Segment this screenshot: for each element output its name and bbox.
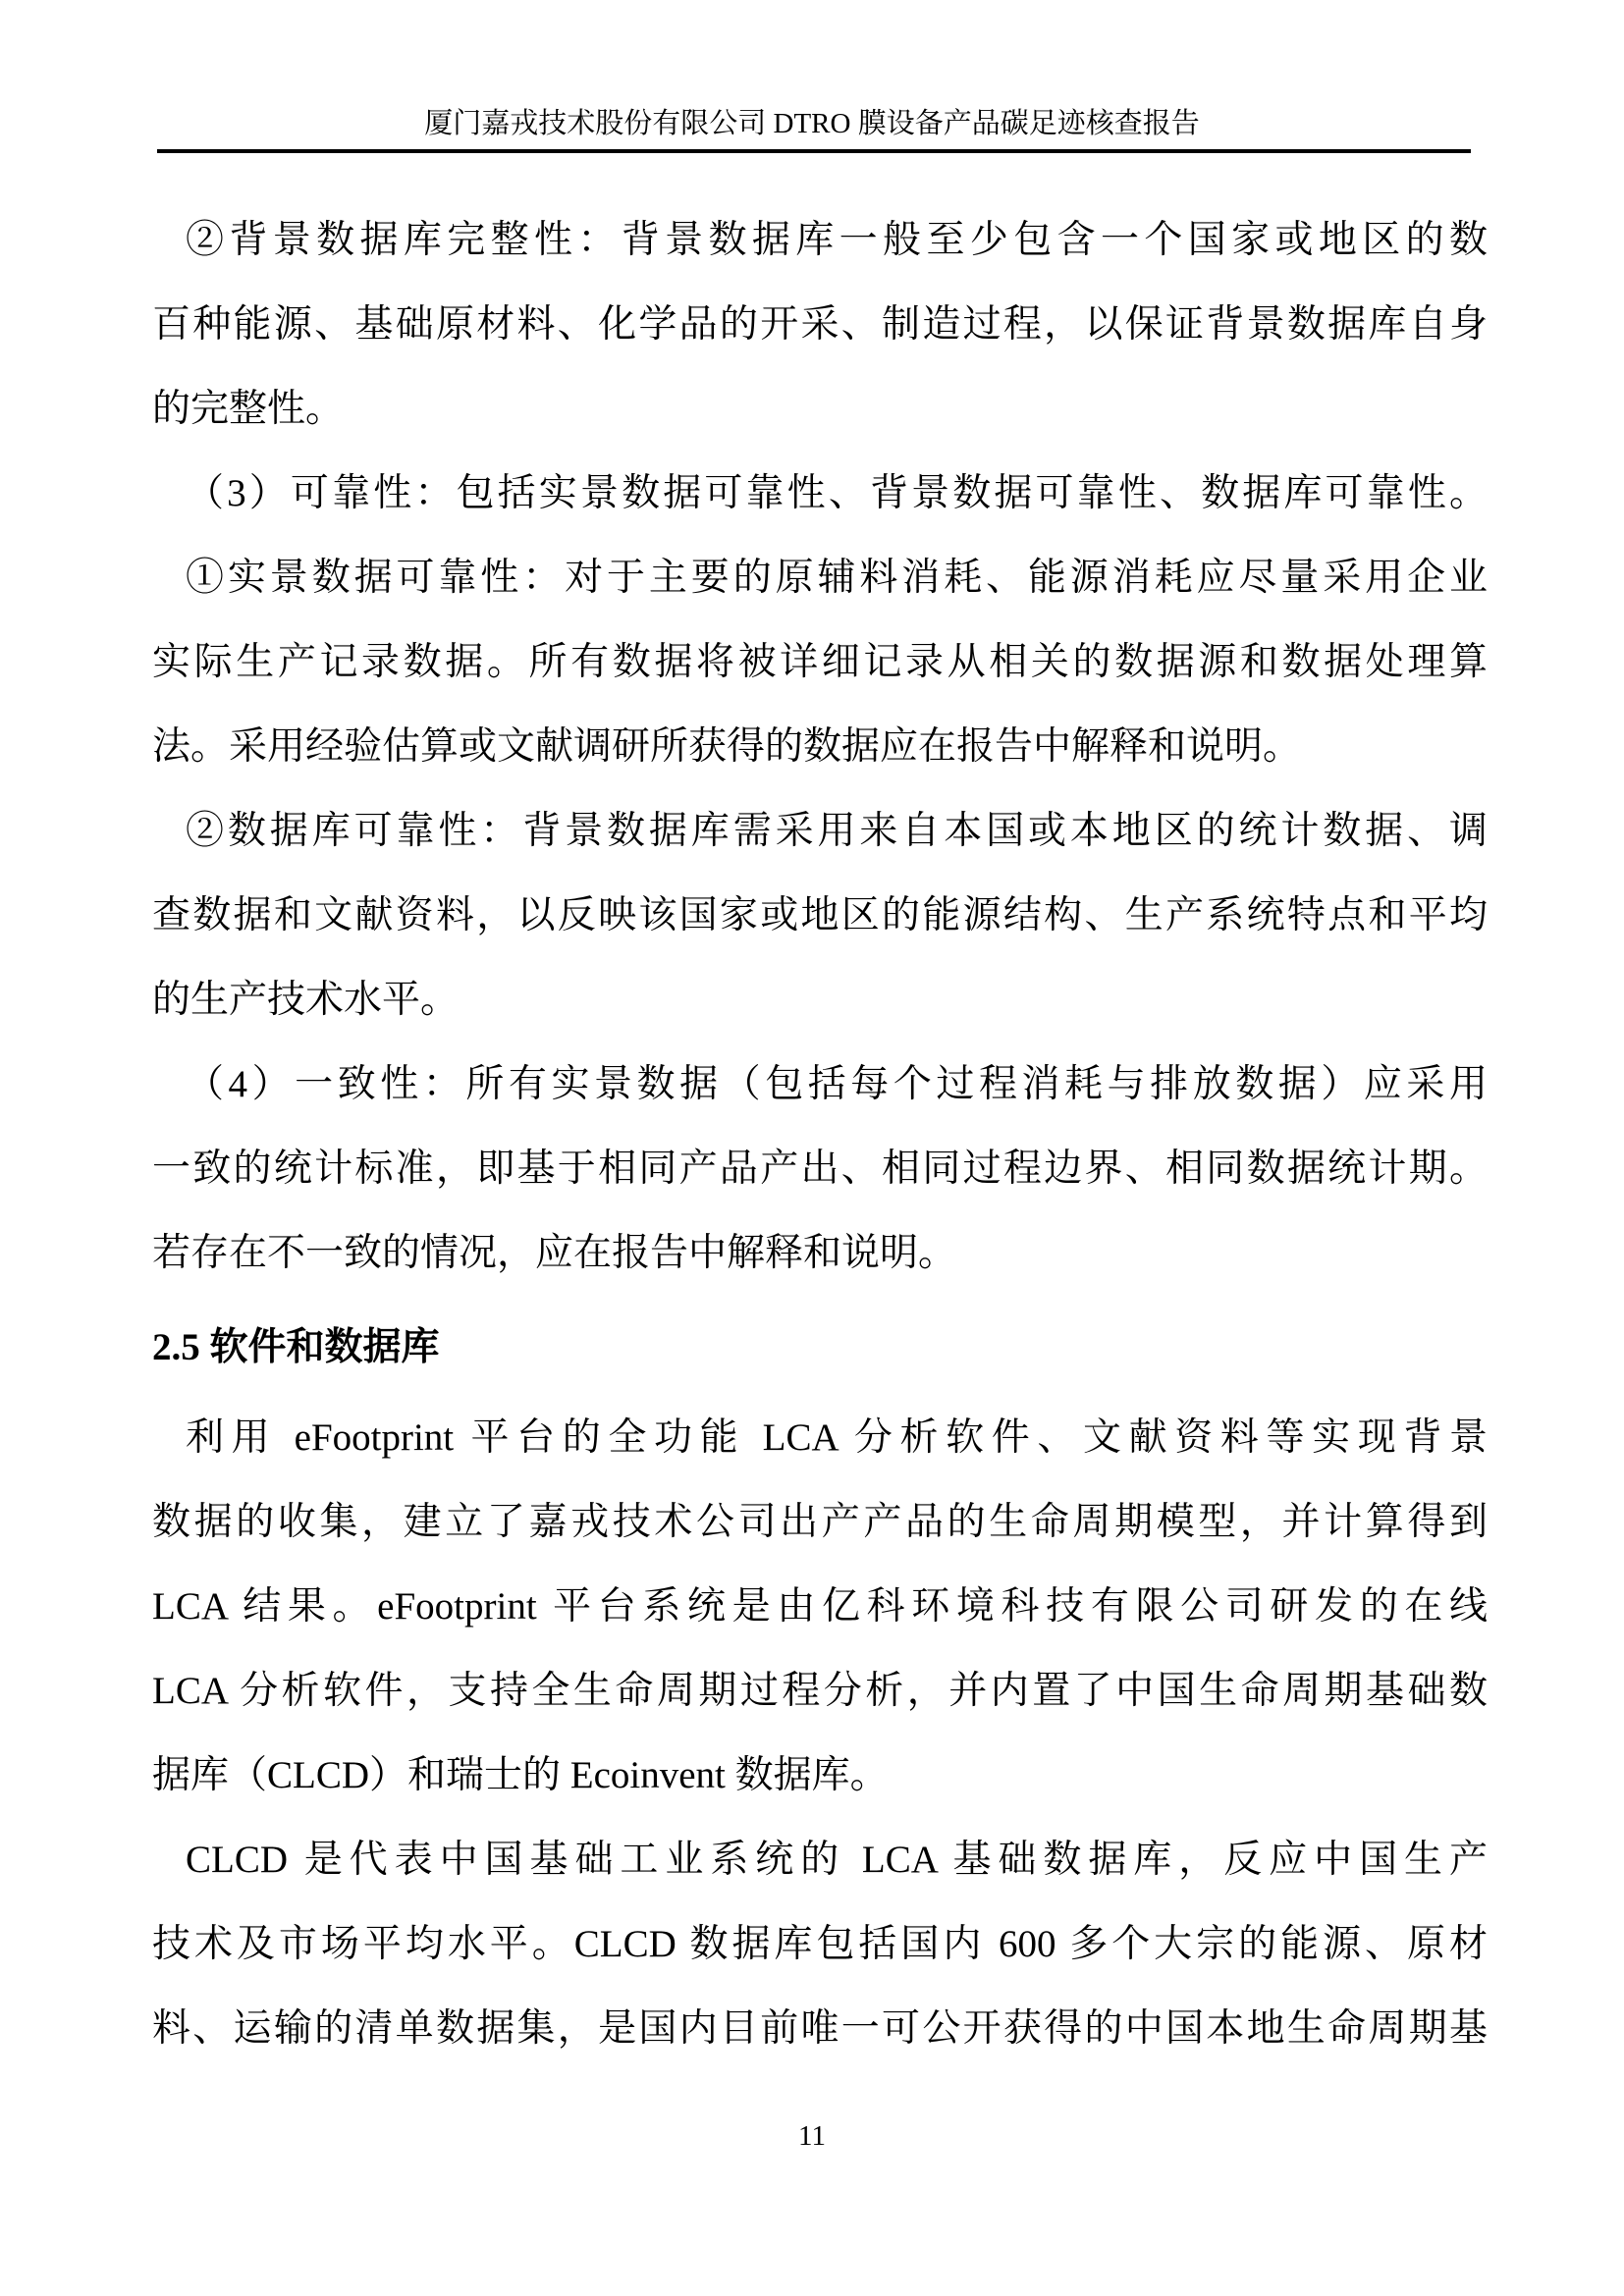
- text-line: 法。采用经验估算或文献调研所获得的数据应在报告中解释和说明。: [152, 725, 1302, 768]
- text-line: 数据的收集，建立了嘉戎技术公司出产产品的生命周期模型，并计算得到: [152, 1501, 1488, 1543]
- text-line: 百种能源、基础原材料、化学品的开采、制造过程，以保证背景数据库自身: [152, 303, 1488, 346]
- text-line: ②数据库可靠性：背景数据库需采用来自本国或本地区的统计数据、调: [186, 810, 1488, 852]
- text-line: 料、运输的清单数据集，是国内目前唯一可公开获得的中国本地生命周期基: [152, 2007, 1488, 2050]
- text-line: 一致的统计标准，即基于相同产品产出、相同过程边界、相同数据统计期。: [152, 1148, 1488, 1190]
- page-header-title: 厦门嘉戎技术股份有限公司 DTRO 膜设备产品碳足迹核查报告: [424, 108, 1200, 139]
- page-body: [152, 198, 1488, 2071]
- text-line: （3）可靠性：包括实景数据可靠性、背景数据可靠性、数据库可靠性。: [186, 472, 1488, 514]
- text-line: 若存在不一致的情况，应在报告中解释和说明。: [152, 1232, 957, 1274]
- text-line: 的完整性。: [152, 388, 345, 430]
- text-line: 据库（CLCD）和瑞士的 Ecoinvent 数据库。: [152, 1754, 889, 1796]
- page-number: 11: [798, 2120, 826, 2152]
- text-line: 实际生产记录数据。所有数据将被详细记录从相关的数据源和数据处理算: [152, 641, 1488, 683]
- text-line: 查数据和文献资料，以反映该国家或地区的能源结构、生产系统特点和平均: [152, 894, 1488, 936]
- section-heading: 2.5 软件和数据库: [152, 1326, 440, 1368]
- text-line: 技术及市场平均水平。CLCD 数据库包括国内 600 多个大宗的能源、原材: [152, 1923, 1488, 1965]
- text-line: LCA 分析软件，支持全生命周期过程分析，并内置了中国生命周期基础数: [152, 1670, 1488, 1712]
- text-line: ②背景数据库完整性：背景数据库一般至少包含一个国家或地区的数: [186, 219, 1488, 261]
- text-line: LCA 结果。eFootprint 平台系统是由亿科环境科技有限公司研发的在线: [152, 1585, 1488, 1628]
- text-line: ①实景数据可靠性：对于主要的原辅料消耗、能源消耗应尽量采用企业: [186, 557, 1488, 599]
- header-rule: [157, 149, 1471, 153]
- text-line: CLCD 是代表中国基础工业系统的 LCA 基础数据库，反应中国生产: [186, 1839, 1488, 1881]
- text-line: 的生产技术水平。: [152, 979, 460, 1021]
- text-line: （4）一致性：所有实景数据（包括每个过程消耗与排放数据）应采用: [186, 1063, 1488, 1105]
- text-line: 利用 eFootprint 平台的全功能 LCA 分析软件、文献资料等实现背景: [186, 1416, 1488, 1459]
